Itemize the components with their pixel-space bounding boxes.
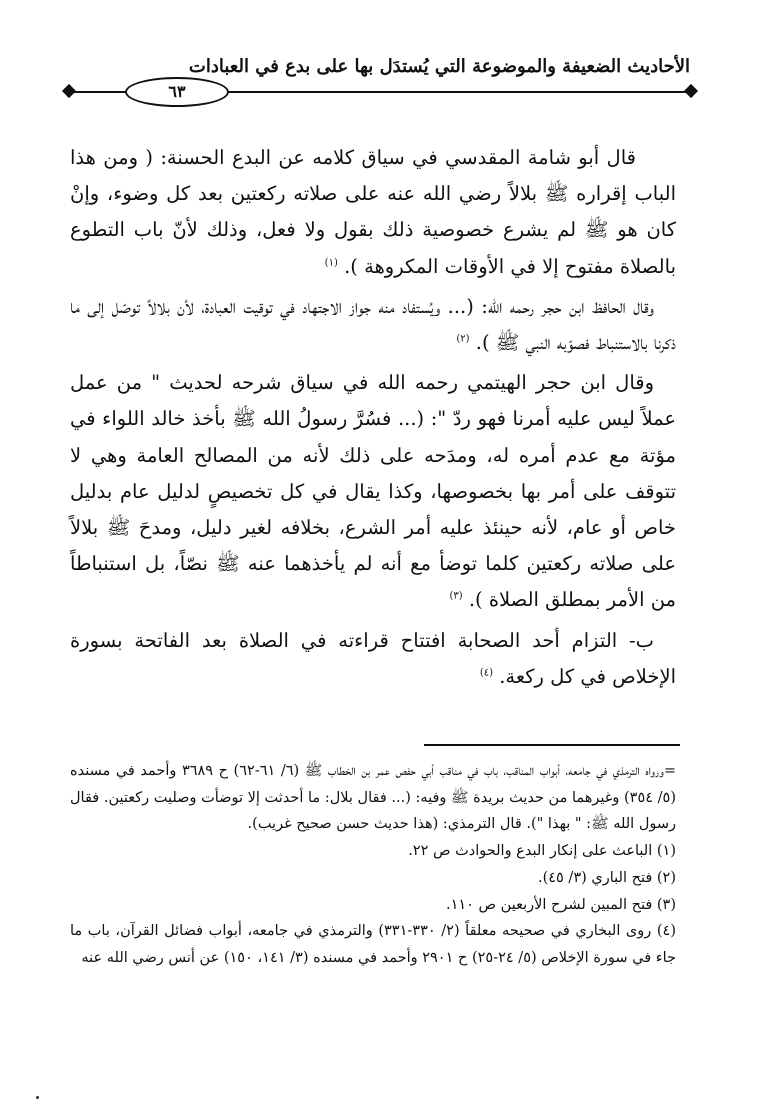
footnote-2: (٢) فتح الباري (٣/ ٤٥). <box>537 869 676 886</box>
footnote-ref: (٣) <box>449 590 463 602</box>
paragraph-haytami <box>70 365 676 618</box>
footnote-4: (٤) روى البخاري في صحيحه معلقاً (٢/ ٣٣٠-٣٣١) والترمذي في جامعه، أبواب فضائل القرآن، باب ما جاء في سورة الإخلاص (٥/ ٢٤-٢٥) ح ٢٩٠١ وأحمد في مسنده (٣/ ١٤١، ١٥٠) عن أنس رضي الله عنه <box>70 923 676 966</box>
footnote-1: (١) الباعث على إنكار البدع والحوادث ص ٢٢. <box>408 843 676 860</box>
paragraph-abu-shama <box>70 140 676 285</box>
paragraph-text: وقال ابن حجر الهيتمي رحمه الله في سياق شرحه لحديث " من عمل عملاً ليس عليه أمرنا فهو ردّ ": (... فسُرَّ رسولُ الله ﷺ بأخذ خالد اللواء في مؤتة مع عدم أمره له، ومدَحه على ذلك لأنه من المصالح العامة وهي لا تتوقف على أمر بها بخصوصها، وكذا يقال في كل تخصيصٍ لدليل عام بدليل خاص أو عام، لأنه حينئذ عليه أمر الشرع، بخلافه لغير دليل، ومدحَ ﷺ بلالاً على صلاته ركعتين كلما توضأ مع أنه لم يأخذهما عنه ﷺ نصّاً، بل استنباطاً من الأمر بمطلق الصلاة ). <box>70 371 676 612</box>
paragraph-text: وقال الحافظ ابن حجر رحمه الله: (... ويُستفاد منه جواز الاجتهاد في توقيت العبادة، لأن بلالاً توصّل إلى ما ذكرنا بالاستنباط فصوّبه النبي ﷺ ). <box>70 294 676 355</box>
footnote-ref: (٤) <box>479 667 493 679</box>
header-diamond-right <box>684 84 698 98</box>
footnote-separator <box>424 744 680 746</box>
page-number: ٦٣ <box>125 77 229 107</box>
running-title: الأحاديث الضعيفة والموضوعة التي يُستدَل بها على بدع في العبادات <box>188 56 690 77</box>
footnote-3: (٣) فتح المبين لشرح الأربعين ص ١١٠. <box>445 896 676 913</box>
scan-speck <box>36 1096 39 1099</box>
paragraph-text: ب- التزام أحد الصحابة افتتاح قراءته في الصلاة بعد الفاتحة بسورة الإخلاص في كل ركعة. <box>70 628 676 688</box>
paragraph-text: قال أبو شامة المقدسي في سياق كلامه عن البدع الحسنة: ( ومن هذا الباب إقراره ﷺ بلالاً رضي الله عنه على صلاته ركعتين بعد كل وضوء، وإنْ كان هو ﷺ لم يشرع خصوصية ذلك بقول ولا فعل، وذلك لأنّ باب التطوع بالصلاة مفتوح إلا في الأوقات المكروهة ). <box>70 146 676 278</box>
footnote-continued: =ورواه الترمذي في جامعه، أبواب المناقب، باب في مناقب أبي حفص عمر بن الخطاب ﷺ (٦/ ٦١-٦٢) ح ٣٦٨٩ وأحمد في مسنده (٥/ ٣٥٤) وغيرهما من حديث بريدة ﷺ وفيه: (... فقال بلال: ما أحدثت إلا توضأت وصليت ركعتين. فقال رسول الله ﷺ: " بهذا "). قال الترمذي: (هذا حديث حسن صحيح غريب). <box>70 763 676 833</box>
main-text <box>70 140 676 699</box>
paragraph-ikhlas <box>70 623 676 695</box>
running-header <box>0 0 760 120</box>
footnote-ref: (١) <box>324 257 338 269</box>
footnotes <box>70 758 676 972</box>
paragraph-ibn-hajar <box>70 289 676 361</box>
footnote-ref: (٢) <box>456 333 470 345</box>
